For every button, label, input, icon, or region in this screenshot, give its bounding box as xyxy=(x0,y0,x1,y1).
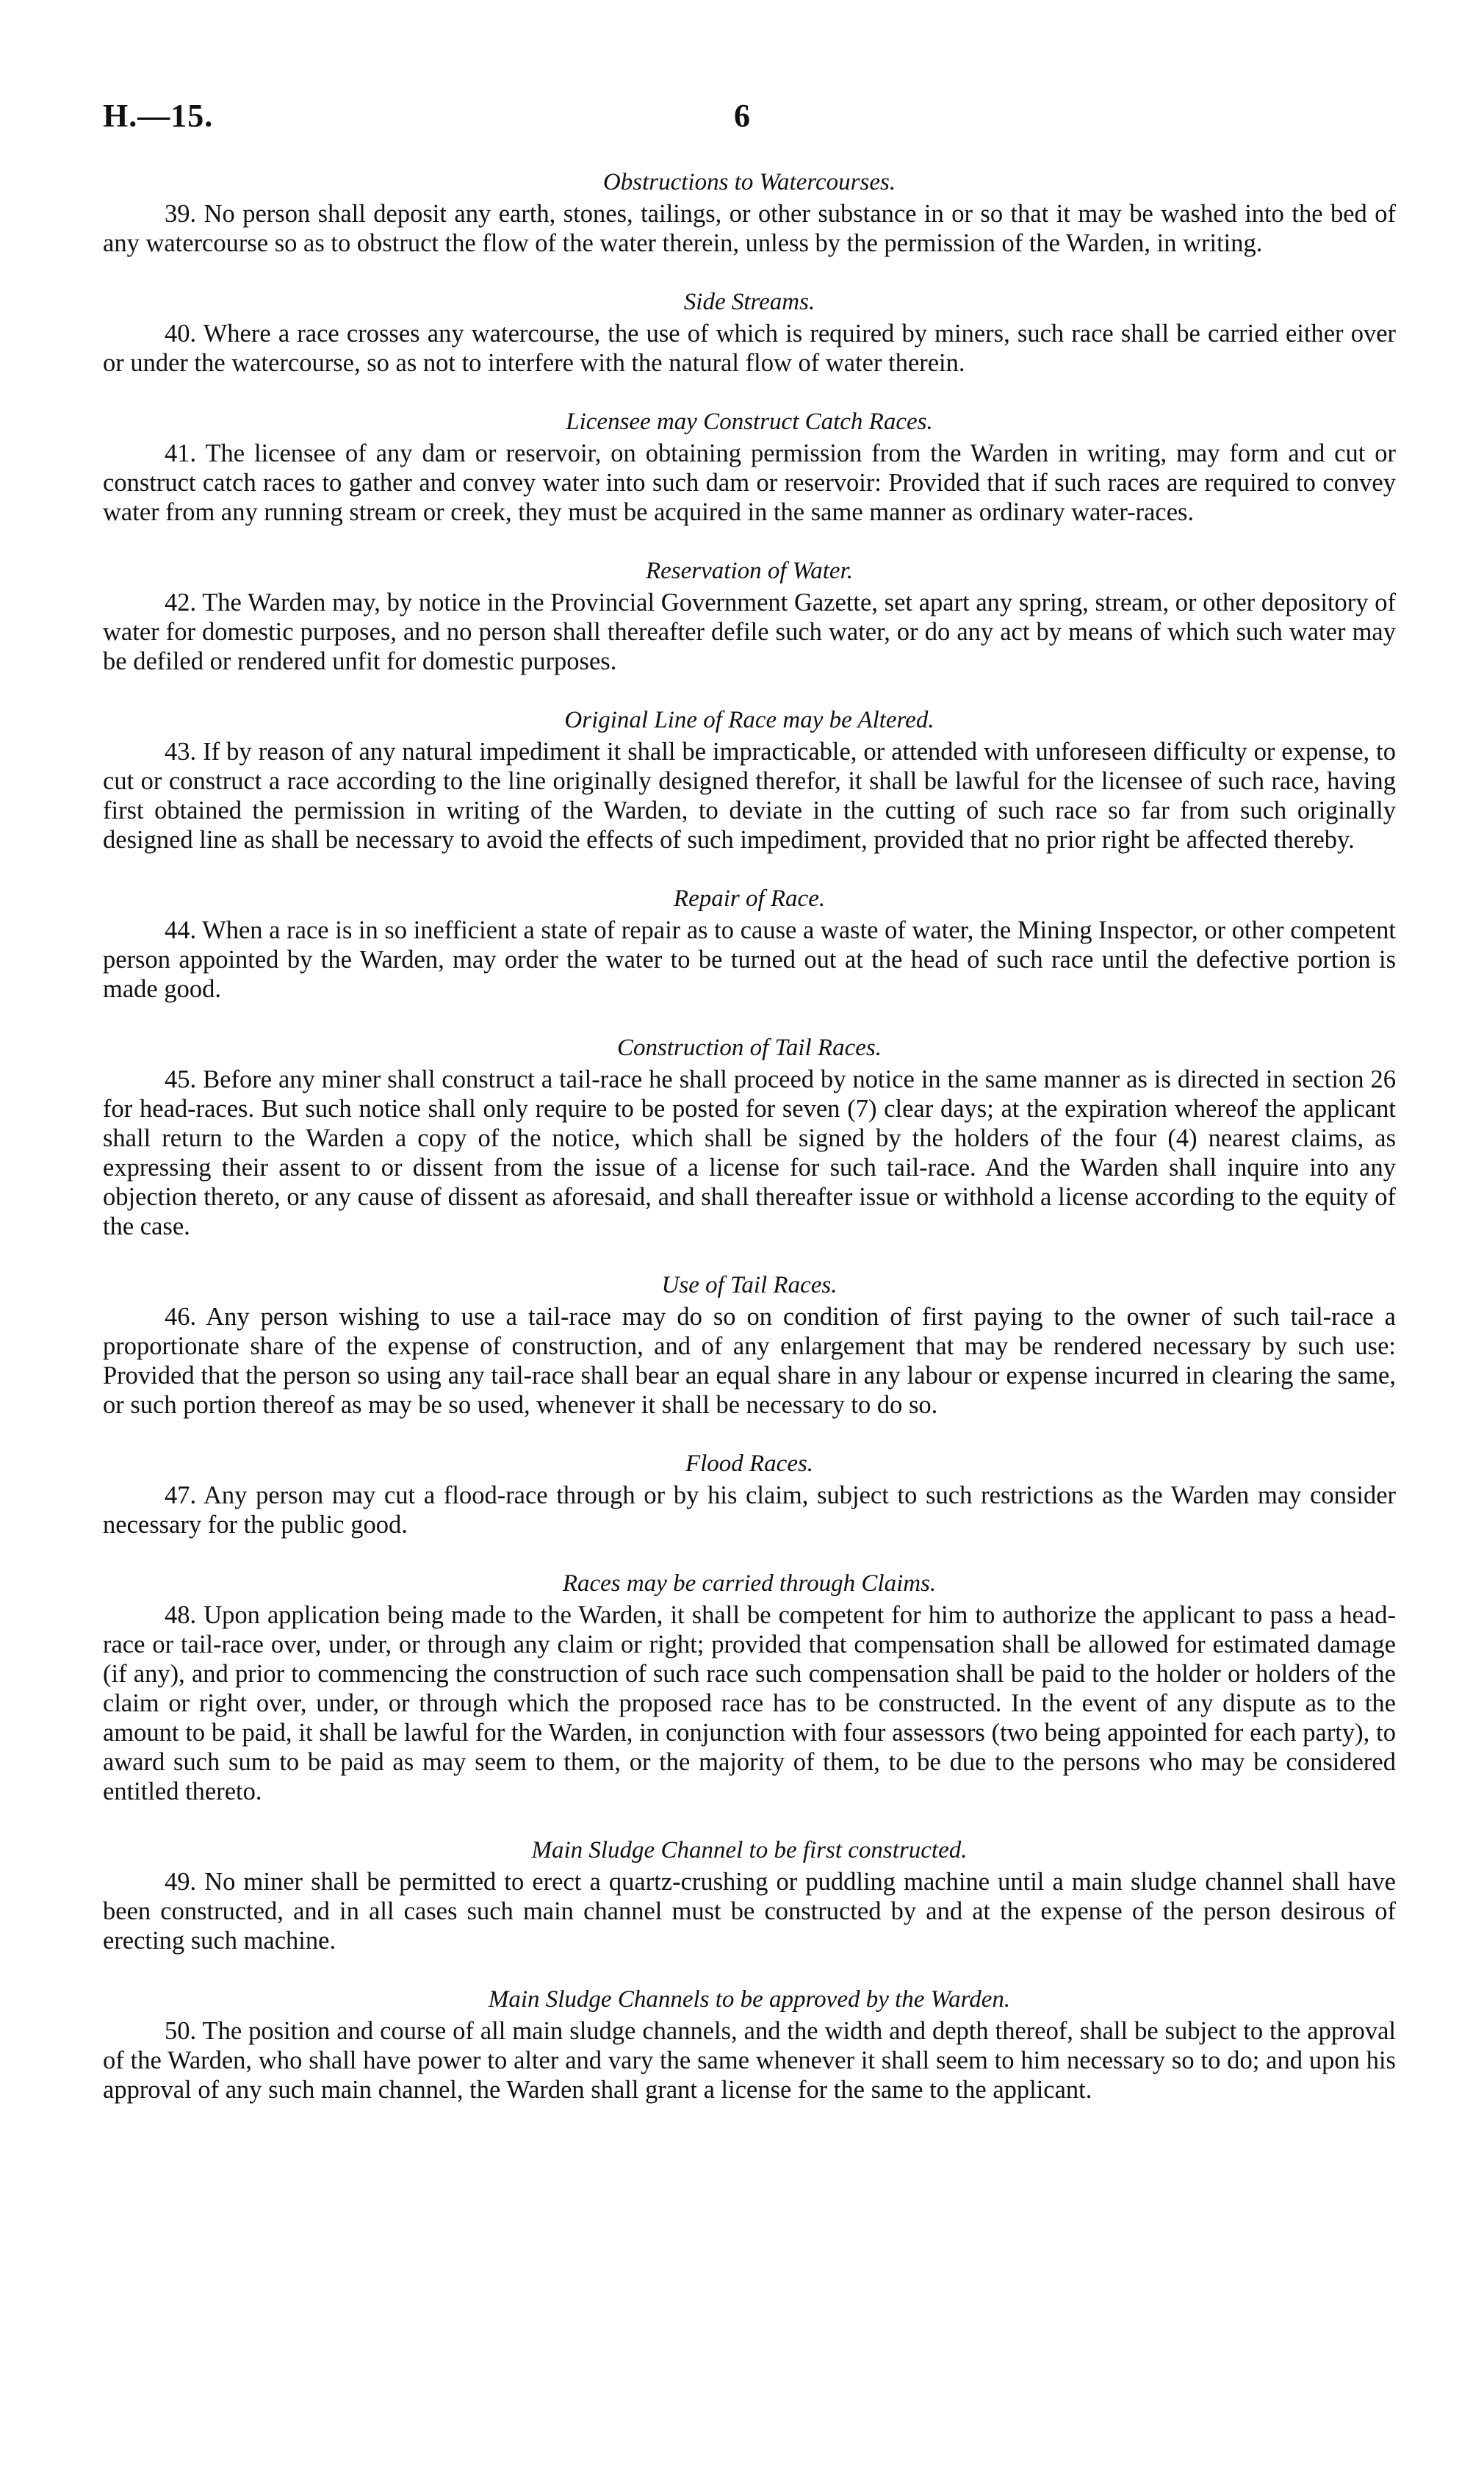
section-paragraph xyxy=(103,1481,1396,1539)
section-text: Where a race crosses any watercourse, the use of which is required by miners, such race shall be carried either over or under the watercourse, so as not to interfere with the natural flow of water therein. xyxy=(103,320,1396,377)
section-heading: Reservation of Water. xyxy=(646,558,853,584)
section-number: 44. xyxy=(165,916,197,944)
section-text: Before any miner shall construct a tail-race he shall proceed by notice in the same manner as is directed in section 26 for head-races. But such notice shall only require to be posted for seven (7) clear days; at the expiration whereof the applicant shall return to the Warden a copy of the notice, which shall be signed by the holders of the four (4) nearest claims, as expressing their assent to or dissent from the issue of a license for such tail-race. And the Warden shall inquire into any objection thereto, or any cause of dissent as aforesaid, and shall thereafter issue or withhold a license according to the equity of the case. xyxy=(103,1065,1397,1240)
section-paragraph xyxy=(103,916,1396,1004)
section xyxy=(103,705,1396,855)
section-number: 46. xyxy=(165,1303,197,1331)
section-paragraph xyxy=(103,1867,1396,1955)
section xyxy=(103,287,1396,378)
section-number: 41. xyxy=(165,439,197,467)
section-paragraph xyxy=(103,319,1396,378)
section xyxy=(103,407,1396,527)
section-text: If by reason of any natural impediment it shall be impracticable, or attended with unforeseen difficulty or expense, to cut or construct a race according to the line originally designed therefor, it shall be lawful for the licensee of such race, having first obtained the permission in writing of the Warden, to deviate in the cutting of such race so far from such originally designed line as shall be necessary to avoid the effects of such impediment, provided that no prior right be affected thereby. xyxy=(103,738,1397,854)
section-heading: Side Streams. xyxy=(683,289,815,315)
section-heading: Main Sludge Channels to be approved by the Warden. xyxy=(488,1986,1011,2013)
section-paragraph xyxy=(103,1302,1396,1420)
section-heading: Construction of Tail Races. xyxy=(617,1035,882,1061)
section-number: 40. xyxy=(165,320,197,348)
section-paragraph xyxy=(103,2016,1396,2104)
section-text: No miner shall be permitted to erect a quartz-crushing or puddling machine until a main sludge channel shall have been constructed, and in all cases such main channel must be constructed by and at the expense of the person desirous of erecting such machine. xyxy=(103,1868,1396,1955)
section-paragraph xyxy=(103,439,1396,527)
section-paragraph xyxy=(103,1065,1396,1241)
section-text: Any person may cut a flood-race through or by his claim, subject to such restrictions as the Warden may consider necessary for the public good. xyxy=(103,1481,1396,1539)
section-heading: Main Sludge Channel to be first constructed. xyxy=(531,1837,968,1863)
section-heading: Obstructions to Watercourses. xyxy=(602,169,896,195)
section-number: 43. xyxy=(165,738,197,766)
section-paragraph xyxy=(103,588,1396,676)
section-number: 47. xyxy=(165,1481,197,1509)
section-number: 49. xyxy=(165,1868,197,1896)
section-paragraph xyxy=(103,737,1396,855)
page-number: 6 xyxy=(734,98,750,134)
page-body xyxy=(103,168,1396,2134)
section xyxy=(103,1449,1396,1539)
section-number: 50. xyxy=(165,2017,197,2045)
section-number: 48. xyxy=(165,1601,197,1629)
section xyxy=(103,1836,1396,1955)
section-heading: Repair of Race. xyxy=(673,885,826,912)
section xyxy=(103,1033,1396,1241)
document-id: H.—15. xyxy=(103,98,214,134)
section-heading: Flood Races. xyxy=(685,1451,814,1477)
section-heading: Original Line of Race may be Altered. xyxy=(564,707,934,733)
section-text: No person shall deposit any earth, stones, tailings, or other substance in or so that it may be washed into the bed of any watercourse so as to obstruct the flow of the water therein, unless by the permission of the Warden, in writing. xyxy=(103,200,1396,257)
section-text: The position and course of all main sludge channels, and the width and depth thereof, shall be subject to the approval of the Warden, who shall have power to alter and vary the same whenever it shall seem to him necessary so to do; and upon his approval of any such main channel, the Warden shall grant a license for the same to the applicant. xyxy=(103,2017,1396,2104)
section-text: When a race is in so inefficient a state of repair as to cause a waste of water, the Mining Inspector, or other competent person appointed by the Warden, may order the water to be turned out at the head of such race until the defective portion is made good. xyxy=(103,916,1396,1003)
section xyxy=(103,1985,1396,2104)
section xyxy=(103,168,1396,258)
section-text: Upon application being made to the Warden, it shall be competent for him to authorize the applicant to pass a head-race or tail-race over, under, or through any claim or right; provided that compensation shall be allowed for estimated damage (if any), and prior to commencing the construction of such race such compensation shall be paid to the holder or holders of the claim or right over, under, or through which the proposed race has to be constructed. In the event of any dispute as to the amount to be paid, it shall be lawful for the Warden, in conjunction with four assessors (two being appointed for each party), to award such sum to be paid as may seem to them, or the majority of them, to be due to the persons who may be considered entitled thereto. xyxy=(103,1601,1397,1805)
section-number: 45. xyxy=(165,1065,197,1093)
section xyxy=(103,884,1396,1004)
section-paragraph xyxy=(103,199,1396,258)
section-heading: Licensee may Construct Catch Races. xyxy=(566,409,933,435)
section xyxy=(103,1270,1396,1420)
section-text: The Warden may, by notice in the Provincial Government Gazette, set apart any spring, stream, or other depository of water for domestic purposes, and no person shall thereafter defile such water, or do any act by means of which such water may be defiled or rendered unfit for domestic purposes. xyxy=(103,589,1396,675)
section-number: 39. xyxy=(165,200,197,228)
section-text: Any person wishing to use a tail-race may do so on condition of first paying to the owner of such tail-race a proportionate share of the expense of construction, and of any enlargement that may be rendered necessary by such use: Provided that the person so using any tail-race shall bear an equal share in any labour or expense incurred in clearing the same, or such portion thereof as may be so used, whenever it shall be necessary to do so. xyxy=(103,1303,1396,1419)
section xyxy=(103,556,1396,676)
section-paragraph xyxy=(103,1600,1396,1806)
section-number: 42. xyxy=(165,589,197,617)
section xyxy=(103,1569,1396,1806)
section-text: The licensee of any dam or reservoir, on obtaining permission from the Warden in writing, may form and cut or construct catch races to gather and convey water into such dam or reservoir: Provided that if such races are required to convey water from any running stream or creek, they must be acquired in the same manner as ordinary water-races. xyxy=(103,439,1396,526)
section-heading: Use of Tail Races. xyxy=(661,1272,838,1298)
section-heading: Races may be carried through Claims. xyxy=(562,1570,937,1597)
